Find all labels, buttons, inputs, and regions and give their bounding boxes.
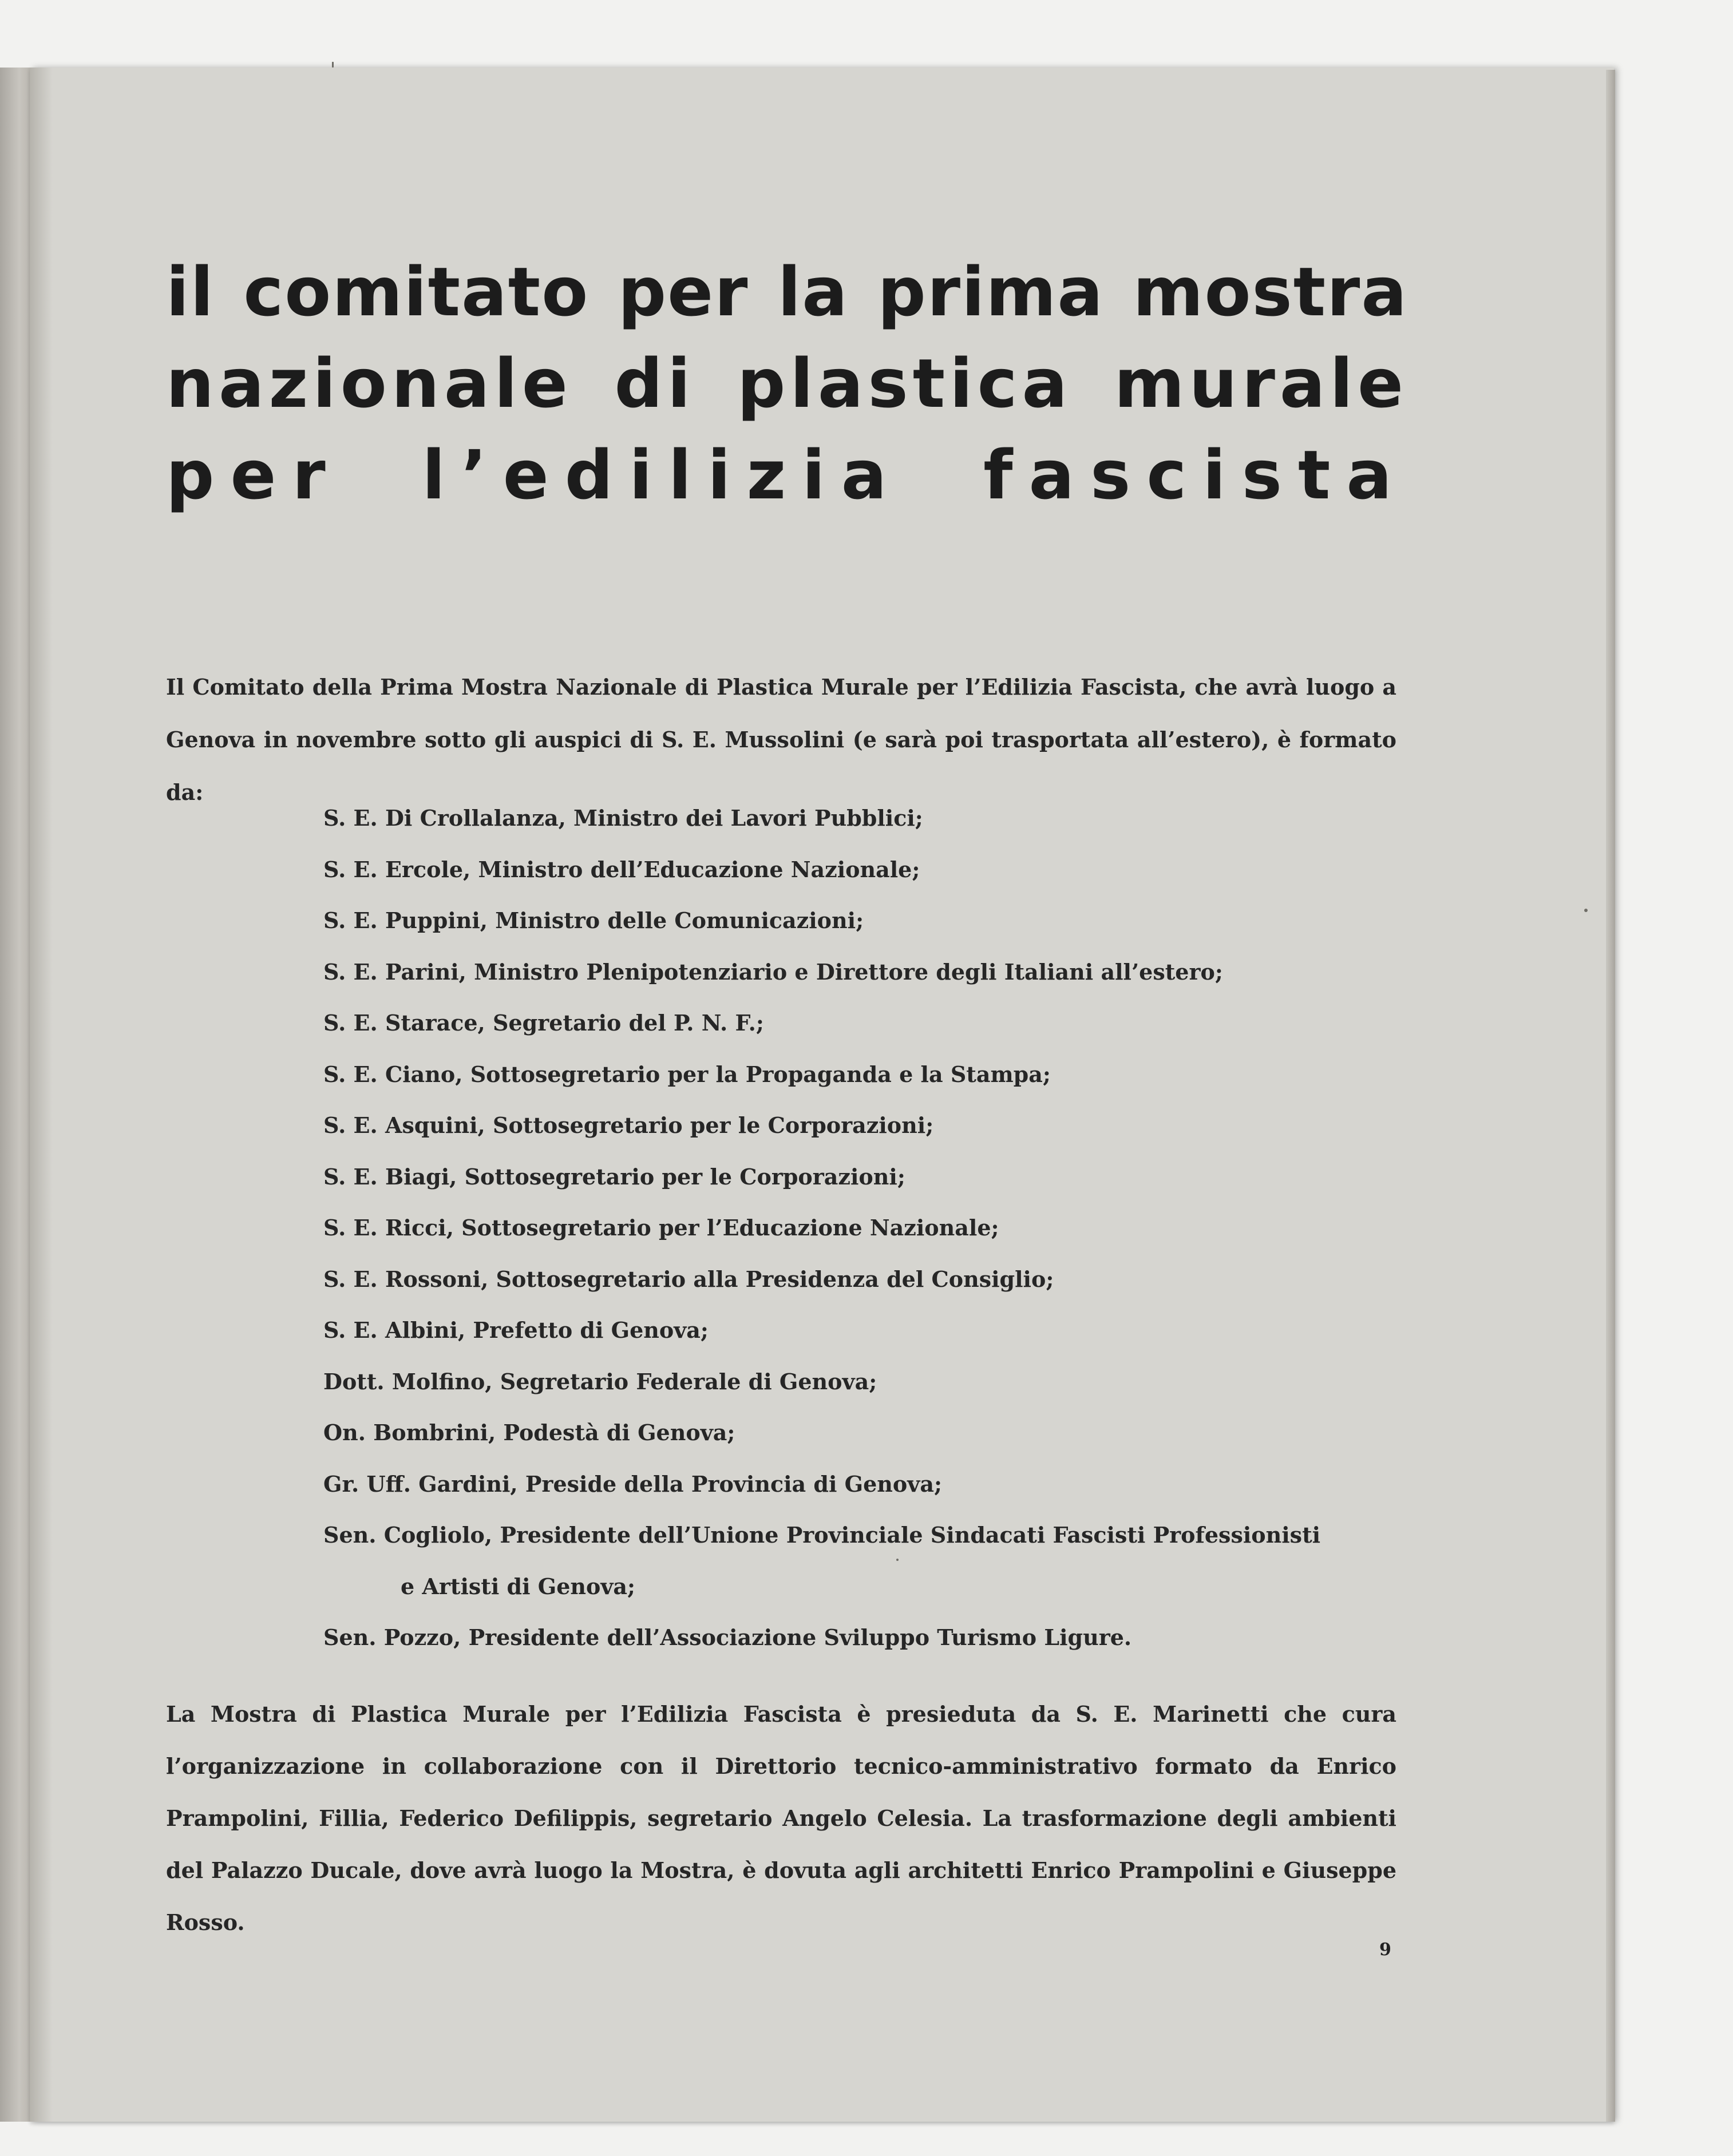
paper-speck <box>1584 909 1588 912</box>
page-number: 9 <box>1379 1940 1391 1960</box>
title-line-1: il comitato per la prima mostra <box>166 252 1408 331</box>
page-edge-shadow <box>1606 70 1615 2122</box>
page-title <box>166 246 1408 521</box>
paper-speck <box>896 1559 899 1561</box>
list-item: S. E. Ercole, Ministro dell’Educazione Nazionale; <box>323 856 920 882</box>
paper-speck <box>332 62 334 68</box>
list-item: Gr. Uff. Gardini, Preside della Provincia di Genova; <box>323 1471 942 1497</box>
list-item: S. E. Biagi, Sottosegretario per le Corporazioni; <box>323 1163 905 1190</box>
list-item: S. E. Ciano, Sottosegretario per la Propaganda e la Stampa; <box>323 1061 1051 1087</box>
title-line-2: nazionale di plastica murale <box>166 344 1408 423</box>
list-item: S. E. Di Crollalanza, Ministro dei Lavori Pubblici; <box>323 805 923 831</box>
committee-member-list <box>323 792 1411 1663</box>
list-item: S. E. Puppini, Ministro delle Comunicazioni; <box>323 907 864 933</box>
list-item: S. E. Rossoni, Sottosegretario alla Presidenza del Consiglio; <box>323 1266 1054 1292</box>
gutter-shadow <box>30 68 53 2122</box>
list-item-continuation: e Artisti di Genova; <box>401 1573 636 1599</box>
closing-paragraph: La Mostra di Plastica Murale per l’Edilizia Fascista è presieduta da S. E. Marinetti che cura l’organizzazione in collaborazione con il Direttorio tecnico-amministrativo formato da Enrico Prampolini, Fillia, Federico Defilippis, segretario Angelo Celesia. La trasformazione degli ambienti del Palazzo Ducale, dove avrà luogo la Mostra, è dovuta agli architetti Enrico Prampolini e Giuseppe Rosso. <box>166 1701 1396 1935</box>
list-item: S. E. Asquini, Sottosegretario per le Corporazioni; <box>323 1112 934 1138</box>
list-item: S. E. Albini, Prefetto di Genova; <box>323 1317 709 1343</box>
list-item: S. E. Starace, Segretario del P. N. F.; <box>323 1010 764 1036</box>
list-item: S. E. Ricci, Sottosegretario per l’Educazione Nazionale; <box>323 1215 999 1241</box>
facing-page-edge <box>0 68 32 2122</box>
title-line-3: per l’edilizia fascista <box>166 435 1408 514</box>
intro-paragraph: Il Comitato della Prima Mostra Nazionale di Plastica Murale per l’Edilizia Fascista, che avrà luogo a Genova in novembre sotto gli auspici di S. E. Mussolini (e sarà poi trasportata all’estero), è formato da: <box>166 674 1396 805</box>
list-item: On. Bombrini, Podestà di Genova; <box>323 1420 735 1445</box>
list-item: Sen. Pozzo, Presidente dell’Associazione Sviluppo Turismo Ligure. <box>323 1624 1132 1650</box>
list-item: Sen. Cogliolo, Presidente dell’Unione Provinciale Sindacati Fascisti Professionisti <box>323 1522 1321 1548</box>
list-item: Dott. Molfino, Segretario Federale di Genova; <box>323 1368 877 1394</box>
list-item: S. E. Parini, Ministro Plenipotenziario e Direttore degli Italiani all’estero; <box>323 958 1223 985</box>
